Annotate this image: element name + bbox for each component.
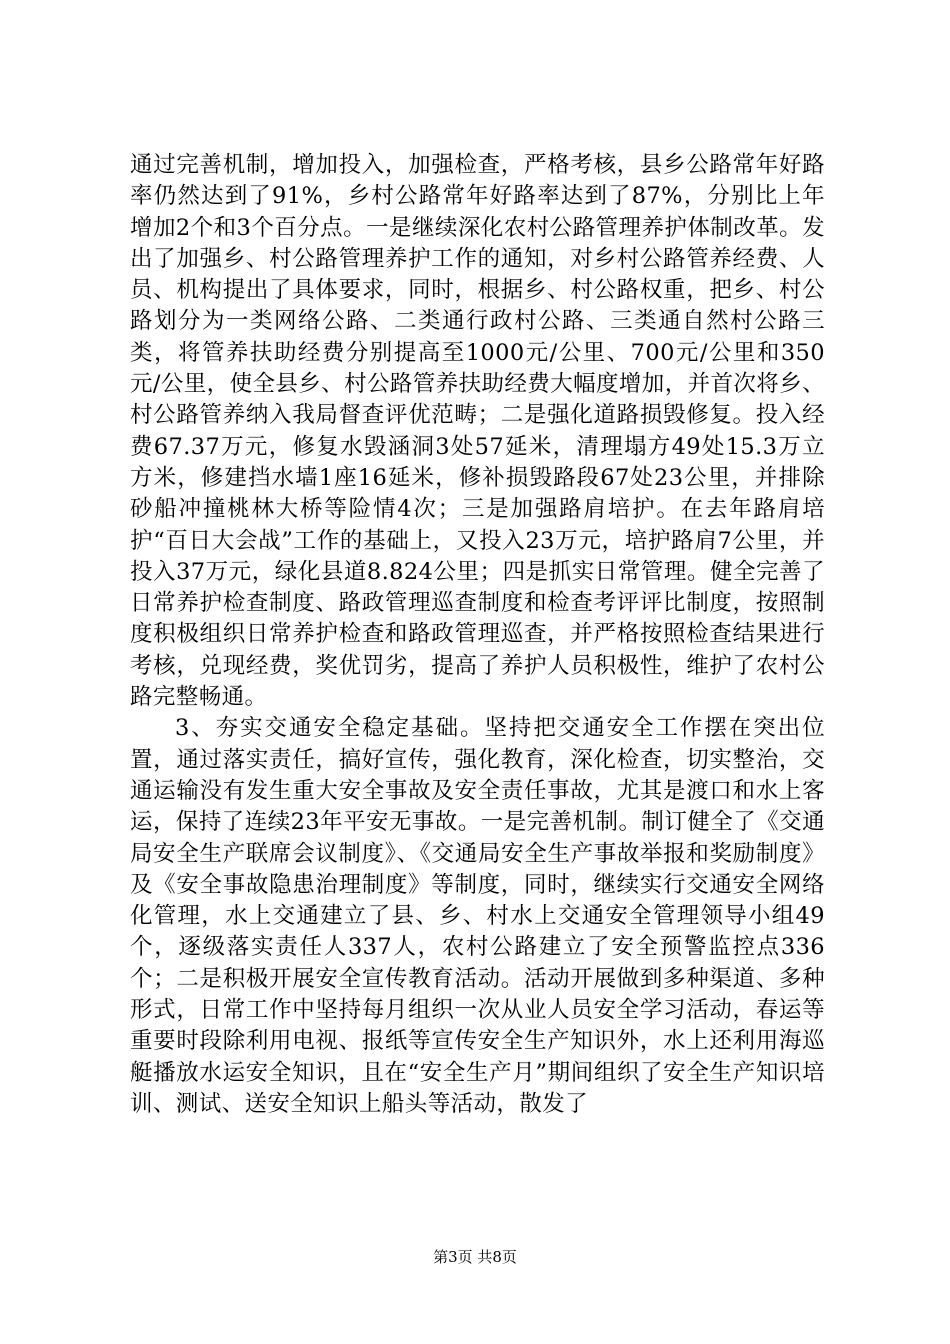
paragraph-traffic-safety: 3、夯实交通安全稳定基础。坚持把交通安全工作摆在突出位置，通过落实责任，搞好宣传，强化教育，深化检查，切实整治，交通运输没有发生重大安全事故及安全责任事故，尤其是渡口和水上客运，保持了连续23年平安无事故。一是完善机制。制订健全了《交通局安全生产联席会议制度》、《交通局安全生产事故举报和奖励制度》及《安全事故隐患治理制度》等制度，同时，继续实行交通安全网络化管理，水上交通建立了县、乡、村水上交通安全管理领导小组49个，逐级落实责任人337人，农村公路建立了安全预警监控点336个；二是积极开展安全宣传教育活动。活动开展做到多种渠道、多种形式，日常工作中坚持每月组织一次从业人员安全学习活动，春运等重要时段除利用电视、报纸等宣传安全生产知识外，水上还利用海巡艇播放水运安全知识，且在“安全生产月”期间组织了安全生产知识培训、测试、送安全知识上船头等活动，散发了: [130, 715, 825, 1117]
body-text: [130, 150, 825, 1120]
paragraph-rural-road-maintenance: 通过完善机制，增加投入，加强检查，严格考核，县乡公路常年好路率仍然达到了91%，乡村公路常年好路率达到了87%，分别比上年增加2个和3个百分点。一是继续深化农村公路管理养护体制改革。发出了加强乡、村公路管理养护工作的通知，对乡村公路管养经费、人员、机构提出了具体要求，同时，根据乡、村公路权重，把乡、村公路划分为一类网络公路、二类通行政村公路、三类通自然村公路三类，将管养扶助经费分别提高至1000元/公里、700元/公里和350元/公里，使全县乡、村公路管养扶助经费大幅度增加，并首次将乡、村公路管养纳入我局督查评优范畴；二是强化道路损毁修复。投入经费67.37万元，修复水毁涵洞3处57延米，清理塌方49处15.3万立方米，修建挡水墙1座16延米，修补损毁路段67处23公里，并排除砂船冲撞桃林大桥等险情4次；三是加强路肩培护。在去年路肩培护“百日大会战”工作的基础上，又投入23万元，培护路肩7公里，并投入37万元，绿化县道8.824公里；四是抓实日常管理。健全完善了日常养护检查制度、路政管理巡查制度和检查考评评比制度，按照制度积极组织日常养护检查和路政管理巡查，并严格按照检查结果进行考核，兑现经费，奖优罚劣，提高了养护人员积极性，维护了农村公路完整畅通。: [130, 152, 825, 711]
page-footer: 第3页 共8页: [433, 1248, 517, 1266]
